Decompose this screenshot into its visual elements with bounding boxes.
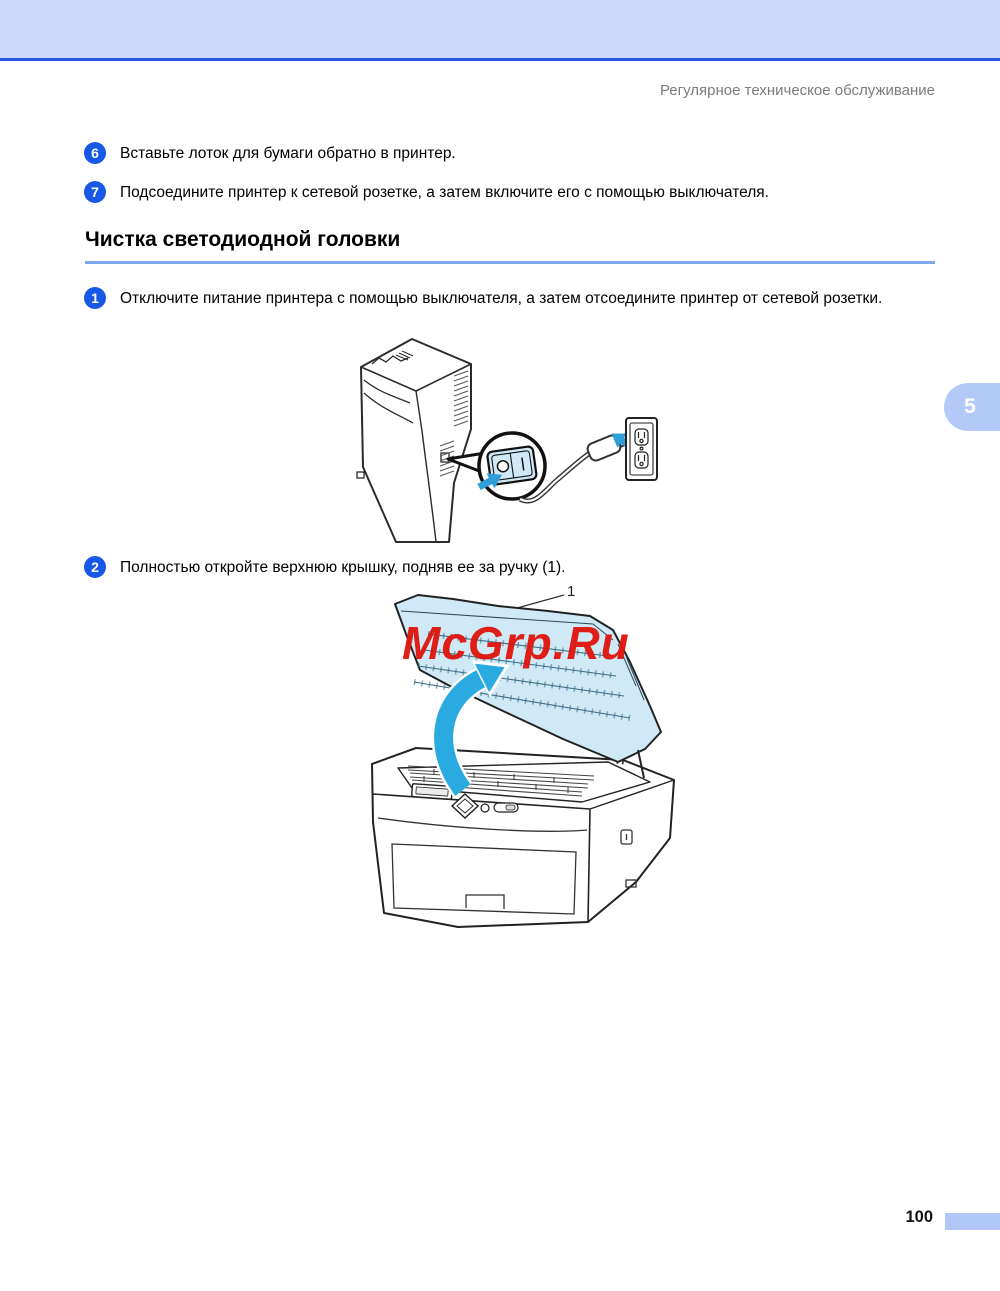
chapter-tab: 5 bbox=[944, 383, 1000, 431]
step-text-6: Вставьте лоток для бумаги обратно в принтер. bbox=[120, 145, 456, 162]
footer-accent-bar bbox=[945, 1213, 1000, 1230]
printer-side-illustration bbox=[361, 339, 471, 542]
header-band bbox=[0, 0, 1000, 61]
step-text-7: Подсоедините принтер к сетевой розетке, а затем включите его с помощью выключателя. bbox=[120, 184, 769, 201]
page-number: 100 bbox=[905, 1208, 933, 1226]
step-badge-7: 7 bbox=[84, 181, 106, 203]
step-text-1: Отключите питание принтера с помощью выключателя, а затем отсоедините принтер от сетевой розетки. bbox=[120, 290, 883, 307]
running-header: Регулярное техническое обслуживание bbox=[659, 82, 935, 99]
watermark-text: McGrp.Ru bbox=[402, 617, 630, 669]
step-badge-2: 2 bbox=[84, 556, 106, 578]
step-badge-6: 6 bbox=[84, 142, 106, 164]
figure-power-off bbox=[352, 336, 664, 548]
figure-callout-label: 1 bbox=[567, 583, 576, 600]
step-item-6 bbox=[84, 142, 935, 165]
step-item-1 bbox=[84, 287, 935, 310]
step-item-2 bbox=[84, 556, 935, 579]
step-badge-1: 1 bbox=[84, 287, 106, 309]
section-title: Чистка светодиодной головки bbox=[85, 228, 401, 251]
step-text-2: Полностью откройте верхнюю крышку, подняв ее за ручку (1). bbox=[120, 559, 566, 576]
section-title-rule bbox=[85, 261, 935, 264]
printer-body bbox=[372, 748, 674, 927]
step-item-7 bbox=[84, 181, 935, 204]
wall-outlet bbox=[626, 418, 657, 480]
